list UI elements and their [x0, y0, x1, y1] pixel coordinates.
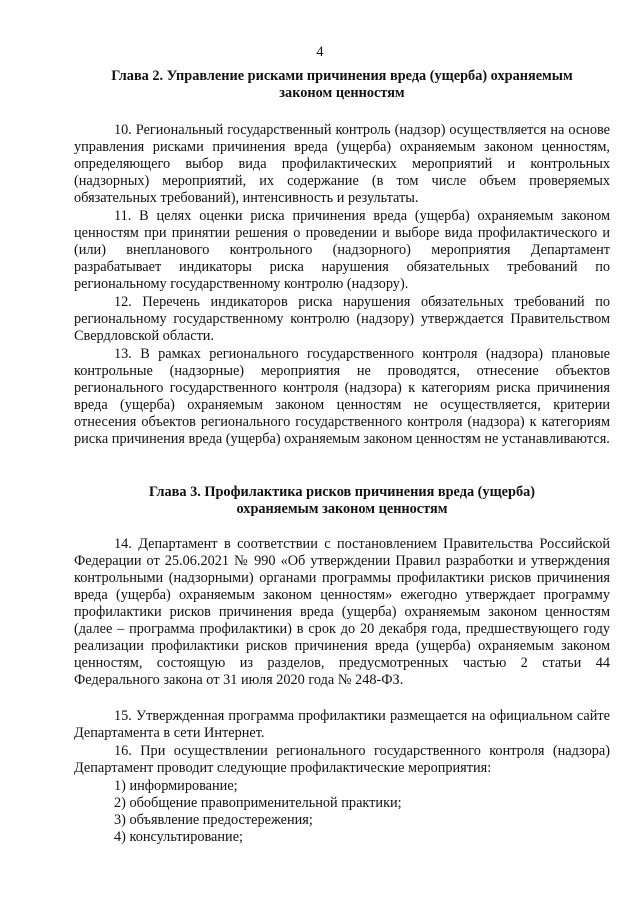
measure-item: 1) информирование; [114, 778, 238, 794]
chapter-2-title-line-1: Глава 2. Управление рисками причинения вреда (ущерба) охраняемым [111, 68, 573, 84]
measure-item: 3) объявление предостережения; [114, 812, 313, 828]
paragraph-11: 11. В целях оценки риска причинения вреда (ущерба) охраняемым законом ценностям при принятии решения о проведении и выборе вида профилактического и (или) внепланового контрольного (надзорного) мероприятия Департамент разрабатывает индикаторы риска нарушения обязательных требований по региональному государственному контролю (надзору). [74, 208, 610, 292]
paragraph-13: 13. В рамках регионального государственного контроля (надзора) плановые контрольные (надзорные) мероприятия не проводятся, отнесение объектов регионального государственного контроля (надзора) к категориям риска причинения вреда (ущерба) охраняемым законом ценностям не осуществляется, критерии отнесения объектов регионального государственного контроля (надзора) к категориям риска причинения вреда (ущерба) охраняемым законом ценностям не устанавливаются. [74, 346, 610, 447]
paragraph-16: 16. При осуществлении регионального государственного контроля (надзора) Департамент проводит следующие профилактические мероприятия: [74, 743, 610, 776]
paragraph-15: 15. Утвержденная программа профилактики размещается на официальном сайте Департамента в сети Интернет. [74, 708, 610, 741]
measure-item: 2) обобщение правоприменительной практики; [114, 795, 402, 811]
chapter-3-title-line-1: Глава 3. Профилактика рисков причинения вреда (ущерба) [148, 484, 536, 500]
chapter-2-heading [74, 68, 610, 102]
chapter-3-heading [74, 484, 610, 518]
paragraph-10: 10. Региональный государственный контроль (надзор) осуществляется на основе управления рисками причинения вреда (ущерба) охраняемым законом ценностям, определяющего выбор вида профилактических мероприятий и контрольных (надзорных) мероприятий, их содержание (в том числе объем проверяемых обязательных требований), интенсивность и результаты. [74, 122, 610, 206]
paragraph-14: 14. Департамент в соответствии с постановлением Правительства Российской Федерации от 25.06.2021 № 990 «Об утверждении Правил разработки и утверждения контрольными (надзорными) органами программы профилактики рисков причинения вреда (ущерба) охраняемым законом ценностям» ежегодно утверждает программу профилактики рисков причинения вреда (ущерба) охраняемым законом ценностям (далее – программа профилактики) в срок до 20 декабря года, предшествующего году реализации профилактики рисков причинения вреда (ущерба) охраняемым законом ценностям, состоящую из разделов, предусмотренных частью 2 статьи 44 Федерального закона от 31 июля 2020 года № 248-ФЗ. [74, 536, 610, 688]
page-number: 4 [316, 44, 324, 60]
chapter-3-title-line-2: охраняемым законом ценностям [236, 501, 448, 517]
measure-item: 4) консультирование; [114, 829, 244, 845]
chapter-2-title-line-2: законом ценностям [279, 85, 405, 101]
paragraph-12: 12. Перечень индикаторов риска нарушения обязательных требований по региональному государственному контролю (надзору) утверждается Правительством Свердловской области. [74, 294, 610, 344]
